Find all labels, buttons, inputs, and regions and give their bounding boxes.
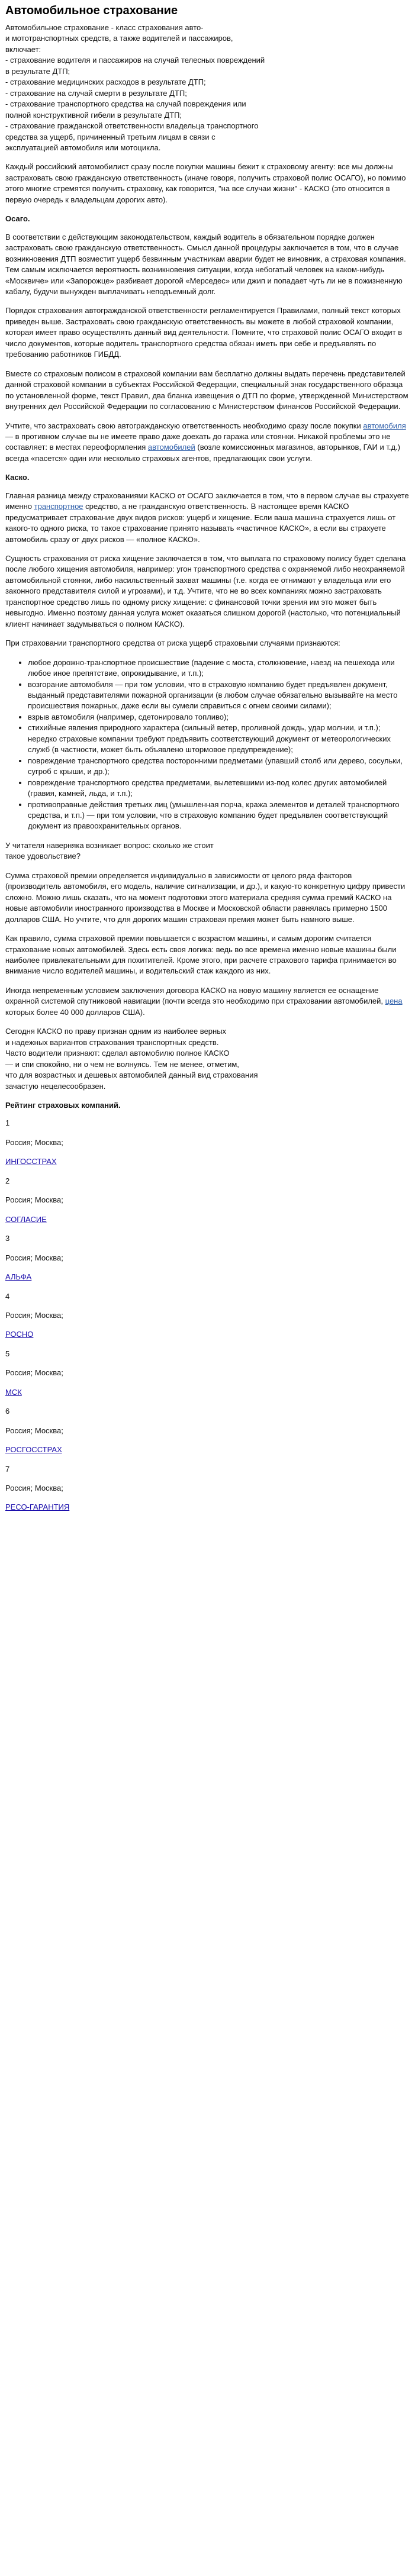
text-line: зачастую нецелесообразен.	[5, 1081, 106, 1091]
company-name-row	[5, 1445, 410, 1455]
text-span: — в противном случае вы не имеете право даже доехать до гаража или стоянки. Никакой проблемы это не составляет: в местах переоформления	[5, 431, 391, 452]
text-line: полной конструктивной гибели в результате ДТП;	[5, 110, 182, 120]
company-link[interactable]: РЕСО-ГАРАНТИЯ	[5, 1503, 70, 1512]
company-link[interactable]: МСК	[5, 1387, 22, 1397]
paragraph-kasko-1	[5, 491, 410, 545]
text-line: такое удовольствие?	[5, 852, 81, 861]
paragraph-cost-1: Сумма страховой премии определяется индивидуально в зависимости от целого ряда факторов (производитель автомобиля, его модель, наличие сигнализации, и др.), и какую-то конкретную цифру привести сложно. Можно лишь сказать, что на момент подготовки этого материала средняя сумма премий КАСКО на новые автомобили иностранного производства в Москве и Московской области равнялась примерно 1500 долларов США. Но учтите, что для дорогих машин страховая премия может быть намного выше.	[5, 871, 406, 924]
text-line: и мототранспортных средств, а также водителей и пассажиров,	[5, 34, 233, 43]
text-line: - страхование на случай смерти в результате ДТП;	[5, 88, 187, 98]
rating-title: Рейтинг страховых компаний.	[5, 1100, 121, 1110]
text-span: Иногда непременным условием заключения договора КАСКО на новую машину является ее оснащение охранной системой спутниковой навигации (почти всегда это необходимо при страховании автомобилей,	[5, 985, 385, 1006]
company-location: Россия; Москва;	[5, 1137, 63, 1147]
text-line: — и спи спокойно, ни о чем не волнуясь. Тем не менее, отметим,	[5, 1059, 239, 1069]
company-name-row	[5, 1387, 410, 1398]
company-rank: 4	[5, 1291, 10, 1301]
company-link[interactable]: АЛЬФА	[5, 1272, 32, 1282]
cost-question	[5, 840, 410, 862]
text-line: эксплуатацией автомобиля или мотоцикла.	[5, 143, 161, 152]
link-automobile[interactable]: автомобиля	[363, 421, 406, 430]
link-transport[interactable]: транспортное	[34, 502, 83, 511]
list-item: • любое дорожно-транспортное происшествие (падение с моста, столкновение, наезд на пешехода или любое иное препятствие, опрокидывание, и т.п.);	[28, 657, 410, 679]
text-span: средство, а не гражданскую ответственность. В настоящее время КАСКО предусматривает страхование двух видов рисков: ущерб и хищение. Если ваша машина страхуется лишь от какого-то одного риска, то такое страхование принято называть «частичное КАСКО», а если вы страхуете автомобиль сразу от двух рисков — «полное КАСКО».	[5, 502, 396, 544]
company-rank: 1	[5, 1118, 10, 1128]
text-span: которых более 40 000 долларов США).	[5, 1007, 145, 1017]
text-line: средства за ущерб, причиненный третьим лицам в связи с	[5, 132, 215, 141]
text-line: - страхование водителя и пассажиров на случай телесных повреждений	[5, 56, 265, 65]
text-line: в результате ДТП;	[5, 66, 70, 76]
list-item: • возгорание автомобиля — при том условии, что в страховую компанию будет предъявлен документ, выданный представителями пожарной организации (в любом случае обязательно вызывайте на место происшествия пожарных, даже если вы сумели справиться с огнем своими силами);	[28, 679, 410, 712]
company-link[interactable]: СОГЛАСИЕ	[5, 1214, 47, 1224]
company-location: Россия; Москва;	[5, 1484, 63, 1493]
closing-paragraph	[5, 1026, 410, 1092]
osago-heading: Осаго.	[5, 214, 30, 224]
company-name-row	[5, 1502, 410, 1513]
paragraph-kasko-3: При страховании транспортного средства от риска ущерб страховыми случаями признаются:	[5, 639, 340, 648]
paragraph-osago-1: В соответствии с действующим законодательством, каждый водитель в обязательном порядке должен застраховать свою гражданскую ответственность. Смысл данной процедуры заключается в том, что в случае возникновения ДТП возместит ущерб безвинным участникам аварии будет не виновник, а страховая компания. Тем самым исключается вероятность возникновения ситуации, когда небогатый человек на каком-нибудь «Москвиче» или «Запорожце» разбивает дорогой «Мерседес» или джип и попадает чуть ли не в пожизненную кабалу, будучи вынужден выплачивать неподъемный долг.	[5, 232, 406, 296]
company-location: Россия; Москва;	[5, 1253, 63, 1262]
text-line: - страхование медицинских расходов в результате ДТП;	[5, 78, 206, 87]
company-name-row	[5, 1214, 410, 1225]
paragraph-osago-2: Порядок страхования автогражданской ответственности регламентируется Правилами, полный текст которых приведен выше. Застраховать свою гражданскую ответственность вы можете в любой страховой компании, которая имеет право осуществлять данный вид деятельности. Помните, что страховой полис ОСАГО входит в число документов, которые водитель транспортного средства обязан иметь при себе и предъявлять по требованию работников ГИБДД.	[5, 306, 403, 359]
company-rank: 2	[5, 1176, 10, 1185]
intro-paragraph	[5, 22, 410, 153]
company-rank: 6	[5, 1407, 10, 1416]
paragraph-cost-3	[5, 985, 410, 1018]
company-rating-list	[5, 1118, 410, 1513]
list-item: • противоправные действия третьих лиц (умышленная порча, кража элементов и деталей транспортного средства, и т.п.) — при том условии, что в страховую компанию будет предъявлен соответствующий документ из правоохранительных органов.	[28, 799, 410, 832]
company-name-row	[5, 1329, 410, 1340]
text-line: что для возрастных и дешевых автомобилей данный вид страхования	[5, 1071, 258, 1080]
text-span: Главная разница между страхованиями КАСКО от ОСАГО заключается в том, что в первом случае вы страхуете именно	[5, 491, 409, 511]
list-item: • повреждение транспортного средства посторонними предметами (упавший столб или дерево, сосульки, сугроб с крыши, и др.);	[28, 756, 410, 778]
list-item: • взрыв автомобиля (например, сдетонировало топливо);	[28, 712, 410, 723]
company-location: Россия; Москва;	[5, 1368, 63, 1378]
company-location: Россия; Москва;	[5, 1310, 63, 1320]
company-rank: 5	[5, 1349, 10, 1358]
company-link[interactable]: ИНГОССТРАХ	[5, 1157, 57, 1166]
paragraph-cost-2: Как правило, сумма страховой премии повышается с возрастом машины, и самым дорогим считается страхование новых автомобилей. Здесь есть своя логика: ведь во все времена именно новые машины были наиболее привлекательными для похитителей. Кроме этого, при расчете страхового тарифа принимается во внимание число водителей машины, и водительский стаж каждого из них.	[5, 934, 397, 976]
text-line: Часто водители признают: сделал автомобилю полное КАСКО	[5, 1049, 230, 1058]
paragraph-osago-3: Вместе со страховым полисом в страховой компании вам бесплатно должны выдать перечень представителей данной страховой компании в субъектах Российской Федерации, специальный знак государственного образца по установленной форме, текст Правил, два бланка извещения о ДТП по форме, утвержденной Министерством внутренних дел Российской Федерации по согласованию с Министерством финансов Российской Федерации.	[5, 369, 408, 411]
paragraph-osago-4	[5, 421, 410, 465]
company-link[interactable]: РОСНО	[5, 1330, 34, 1339]
kasko-risk-list	[5, 657, 410, 832]
link-price[interactable]: цена	[385, 997, 403, 1006]
paragraph-kasko-2: Сущность страхования от риска хищение заключается в том, что выплата по страховому полису будет сделана после любого хищения автомобиля, например: угон транспортного средства с охраняемой либо неохраняемой автомобильной стоянки, либо насильственный захват машины (т.е. когда ее отнимают у владельца или его законного представителя силой и угрозами), и т.д. Учтите, что не во всех компаниях можно застраховать транспортное средство лишь по одному риску хищение: с финансовой точки зрения им это может быть невыгодно. Именно поэтому данная услуга может оказаться слишком дорогой (настолько, что потенциальный клиент начинает задумываться о полном КАСКО).	[5, 554, 406, 628]
company-name-row	[5, 1272, 410, 1282]
text-line: - страхование гражданской ответственности владельца транспортного	[5, 121, 259, 131]
company-link[interactable]: РОСГОССТРАХ	[5, 1445, 62, 1455]
text-span: Учтите, что застраховать свою автогражданскую ответственность необходимо сразу после покупки	[5, 421, 363, 430]
link-automobiles[interactable]: автомобилей	[147, 443, 195, 452]
text-line: и надежных вариантов страхования транспортных средств.	[5, 1037, 219, 1047]
page-title: Автомобильное страхование	[5, 4, 178, 17]
list-item: • повреждение транспортного средства предметами, вылетевшими из-под колес других автомобилей (гравия, камней, льда, и т.п.);	[28, 778, 410, 799]
text-span: (возле комиссионных магазинов, авторынков, ГАИ и т.д.) всегда «пасется» один или несколько страховых агентов, предлагающих свои услуги.	[5, 443, 400, 463]
company-name-row	[5, 1156, 410, 1167]
text-line: Автомобильное страхование - класс страхования авто-	[5, 23, 204, 32]
company-rank: 7	[5, 1464, 10, 1474]
list-item: • стихийные явления природного характера (сильный ветер, проливной дождь, удар молнии, и т.п.); нередко страховые компании требуют предъявить соответствующий документ от метеорологических служб (в частности, может быть объявлено штормовое предупреждение);	[28, 723, 410, 755]
text-line: включает:	[5, 44, 41, 54]
text-line: - страхование транспортного средства на случай повреждения или	[5, 99, 246, 109]
kasko-heading: Каско.	[5, 473, 30, 482]
text-line: У читателя наверняка возникает вопрос: сколько же стоит	[5, 840, 214, 850]
company-location: Россия; Москва;	[5, 1426, 63, 1435]
company-rank: 3	[5, 1234, 10, 1243]
company-location: Россия; Москва;	[5, 1195, 63, 1205]
paragraph-every-owner: Каждый российский автомобилист сразу после покупки машины бежит к страховому агенту: все мы должны застраховать свою гражданскую ответственность (иначе говоря, получить страховой полис ОСАГО), но помимо этого многие стремятся получить страховку, как говорится, "на все случаи жизни" - КАСКО (это относится в первую очередь к владельцам дорогих авто).	[5, 162, 406, 204]
text-line: Сегодня КАСКО по праву признан одним из наиболее верных	[5, 1027, 227, 1036]
